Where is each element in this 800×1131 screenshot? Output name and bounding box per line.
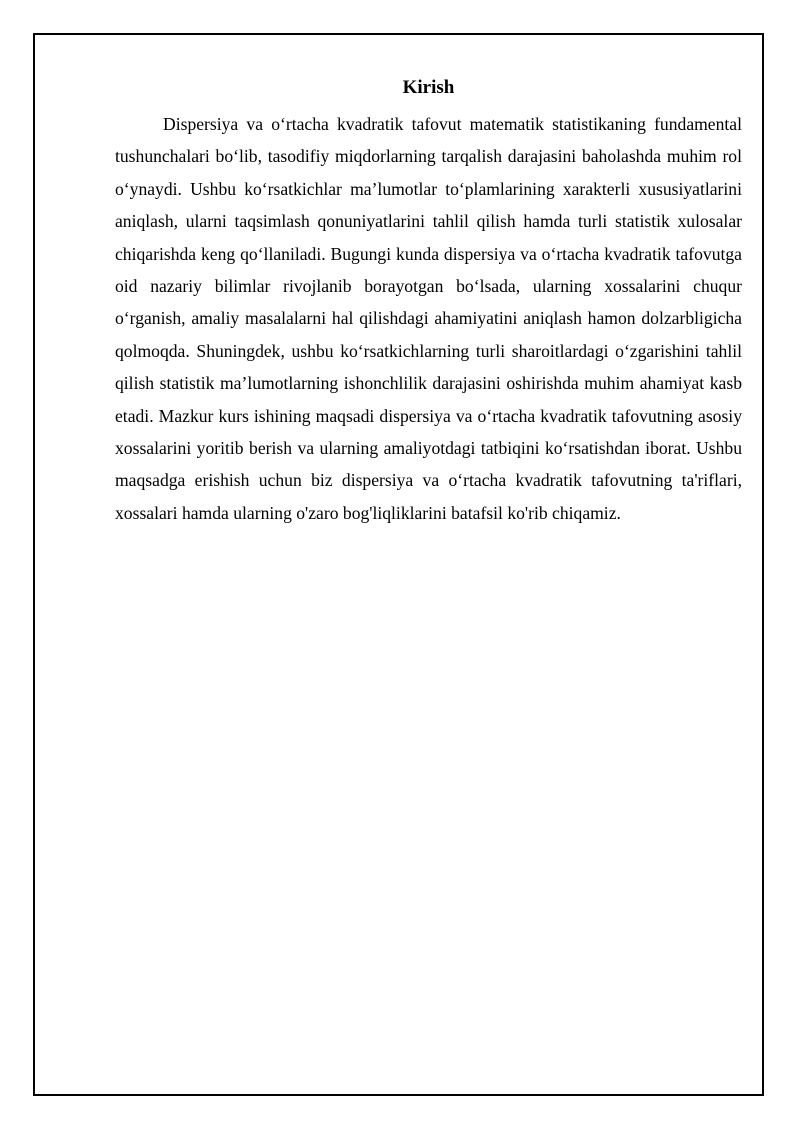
document-body — [115, 74, 742, 529]
intro-paragraph: Dispersiya va o‘rtacha kvadratik tafovut matematik statistikaning fundamental tushunchalari bo‘lib, tasodifiy miqdorlarning tarqalish darajasini baholashda muhim rol o‘ynaydi. Ushbu ko‘rsatkichlar ma’lumotlar to‘plamlarining xarakterli xususiyatlarini aniqlash, ularni taqsimlash qonuniyatlarini tahlil qilish hamda turli statistik xulosalar chiqarishda keng qo‘llaniladi. Bugungi kunda dispersiya va o‘rtacha kvadratik tafovutga oid nazariy bilimlar rivojlanib borayotgan bo‘lsada, ularning xossalarini chuqur o‘rganish, amaliy masalalarni hal qilishdagi ahamiyatini aniqlash hamon dolzarbligicha qolmoqda. Shuningdek, ushbu ko‘rsatkichlarning turli sharoitlardagi o‘zgarishini tahlil qilish statistik ma’lumotlarning ishonchlilik darajasini oshirishda muhim ahamiyat kasb etadi. Mazkur kurs ishining maqsadi dispersiya va o‘rtacha kvadratik tafovutning asosiy xossalarini yoritib berish va ularning amaliyotdagi tatbiqini ko‘rsatishdan iborat. Ushbu maqsadga erishish uchun biz dispersiya va o‘rtacha kvadratik tafovutning ta'riflari, xossalari hamda ularning o'zaro bog'liqliklarini batafsil ko'rib chiqamiz. — [115, 114, 742, 523]
section-heading: Kirish — [402, 77, 455, 98]
